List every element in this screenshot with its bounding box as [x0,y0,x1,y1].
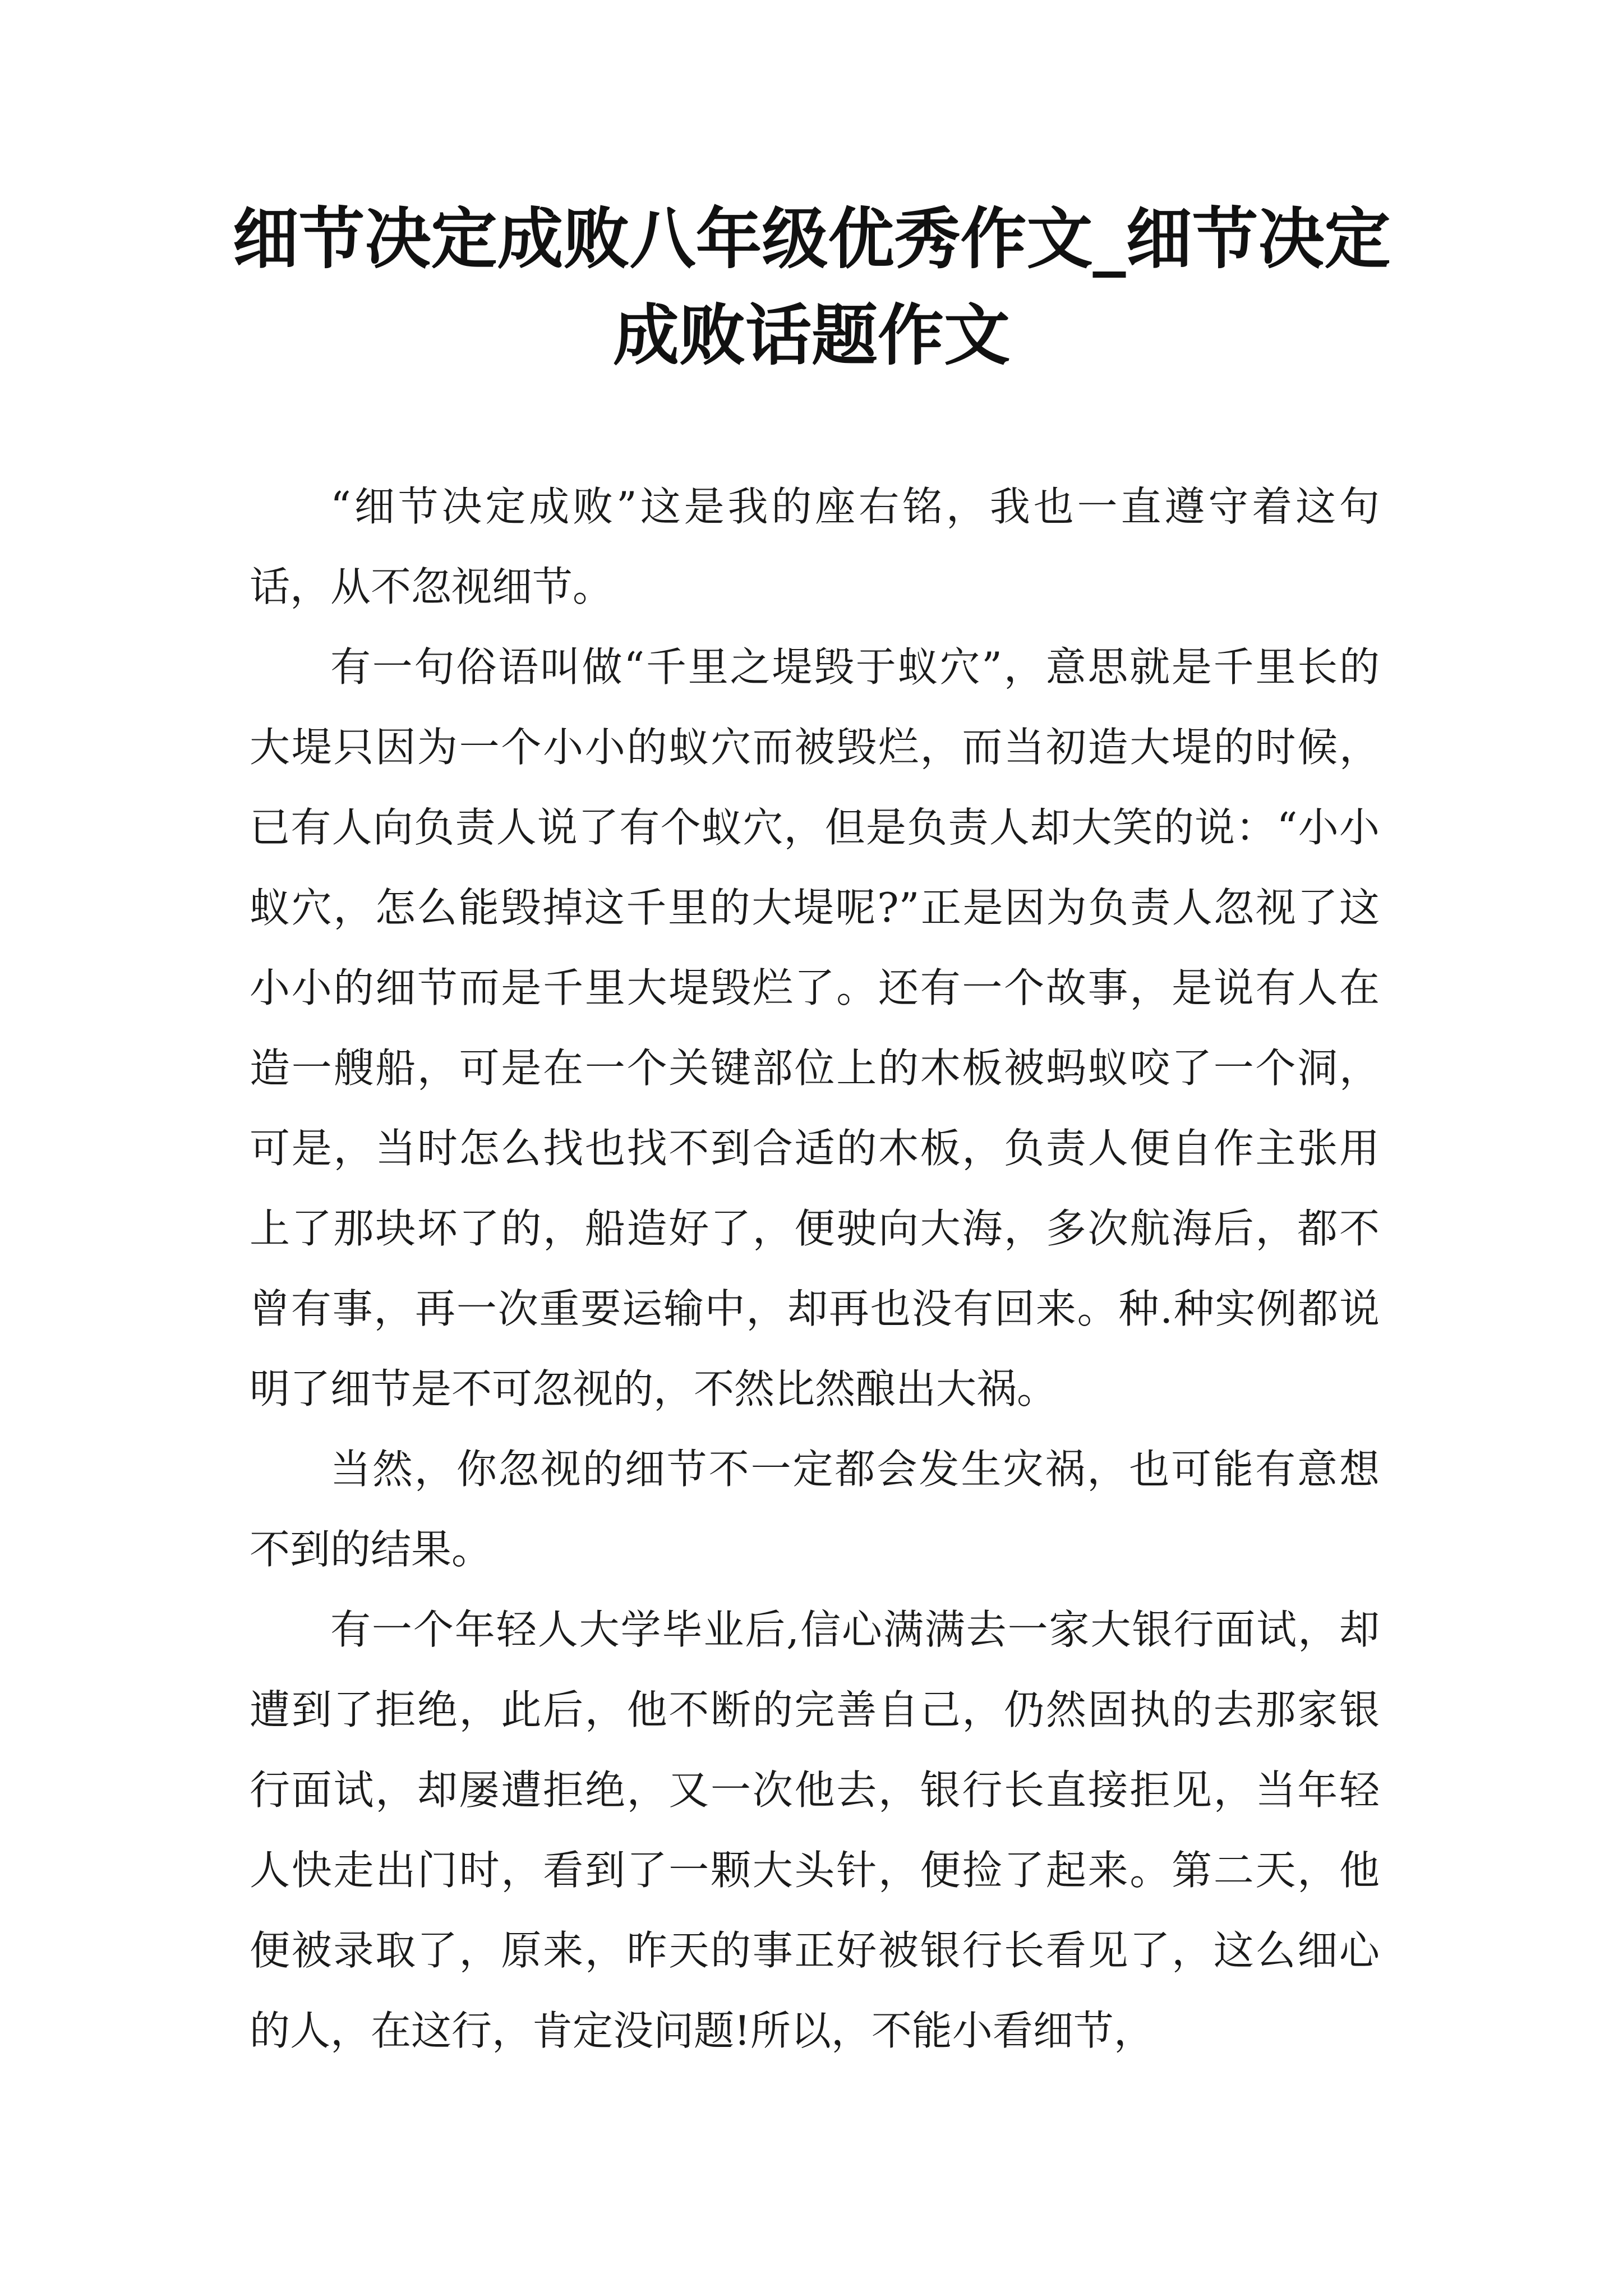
paragraph-2: 有一句俗语叫做“千里之堤毁于蚁穴”，意思就是千里长的大堤只因为一个小小的蚁穴而被毁烂，而当初造大堤的时候，已有人向负责人说了有个蚁穴，但是负责人却大笑的说：“小小蚁穴，怎么能毁掉这千里的大堤呢?”正是因为负责人忽视了这小小的细节而是千里大堤毁烂了。还有一个故事，是说有人在造一艘船，可是在一个关键部位上的木板被蚂蚁咬了一个洞，可是，当时怎么找也找不到合适的木板，负责人便自作主张用上了那块坏了的，船造好了，便驶向大海，多次航海后，都不曾有事，再一次重要运输中，却再也没有回来。种.种实例都说明了细节是不可忽视的，不然比然酿出大祸。 [250,643,1380,1412]
paragraph-3: 当然，你忽视的细节不一定都会发生灾祸，也可能有意想不到的结果。 [250,1446,1380,1573]
paragraph-1: “细节决定成败”这是我的座右铭，我也一直遵守着这句话，从不忽视细节。 [250,483,1380,610]
paragraph-4: 有一个年轻人大学毕业后,信心满满去一家大银行面试，却遭到了拒绝，此后，他不断的完善自己，仍然固执的去那家银行面试，却屡遭拒绝，又一次他去，银行长直接拒见，当年轻人快走出门时，看到了一颗大头针，便捡了起来。第二天，他便被录取了，原来，昨天的事正好被银行长看见了，这么细心的人，在这行，肯定没问题!所以，不能小看细节， [250,1606,1380,2054]
document-title: 细节决定成败八年级优秀作文_细节决定成败话题作文 [232,200,1391,374]
document-body [250,467,1380,2071]
